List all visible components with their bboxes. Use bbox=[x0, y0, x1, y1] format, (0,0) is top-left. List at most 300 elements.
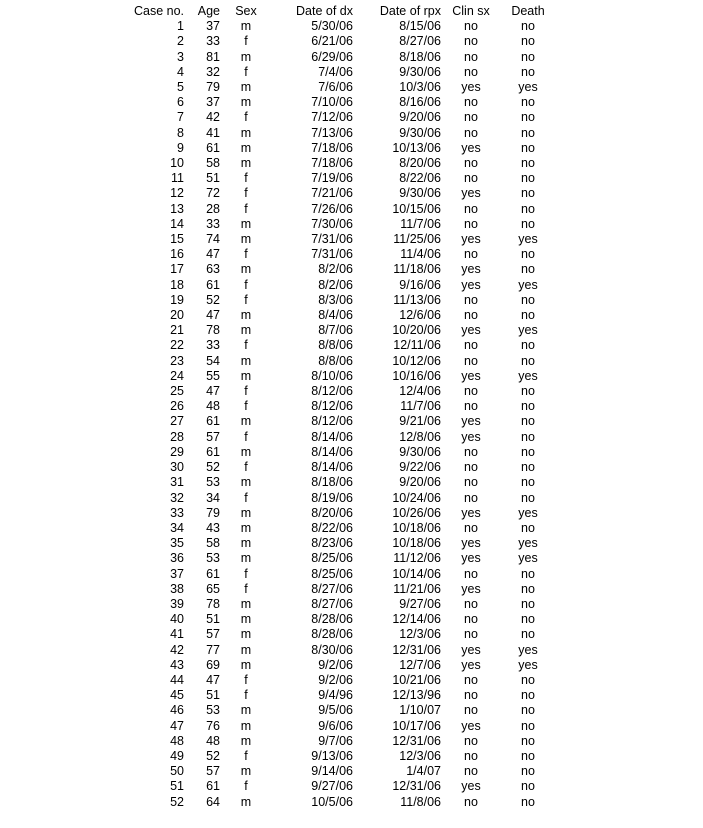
cell-death: no bbox=[521, 353, 535, 368]
cell-date-of-dx: 9/4/96 bbox=[318, 688, 353, 703]
cell-date-of-dx: 8/18/06 bbox=[311, 475, 353, 490]
cell-date-of-dx: 9/27/06 bbox=[311, 779, 353, 794]
table-row bbox=[0, 430, 555, 445]
cell-age: 48 bbox=[206, 399, 220, 414]
cell-date-of-dx: 8/23/06 bbox=[311, 536, 353, 551]
cell-case-no: 50 bbox=[170, 764, 184, 779]
cell-death: yes bbox=[518, 277, 538, 292]
cell-date-of-rpx: 8/15/06 bbox=[399, 19, 441, 34]
cell-sex: m bbox=[240, 444, 252, 459]
cell-clin-sx: no bbox=[464, 490, 478, 505]
cell-sex: m bbox=[240, 125, 252, 140]
cell-case-no: 19 bbox=[170, 292, 184, 307]
cell-date-of-dx: 8/14/06 bbox=[311, 444, 353, 459]
table-body bbox=[0, 19, 555, 810]
cell-date-of-dx: 10/5/06 bbox=[311, 794, 353, 809]
cell-sex: f bbox=[244, 672, 248, 687]
table-row bbox=[0, 110, 555, 125]
cell-date-of-rpx: 8/22/06 bbox=[399, 171, 441, 186]
cell-case-no: 45 bbox=[170, 688, 184, 703]
cell-sex: f bbox=[244, 688, 248, 703]
cell-date-of-dx: 9/7/06 bbox=[318, 733, 353, 748]
cell-date-of-dx: 7/31/06 bbox=[311, 232, 353, 247]
cell-date-of-dx: 9/13/06 bbox=[311, 748, 353, 763]
cell-date-of-dx: 8/7/06 bbox=[318, 323, 353, 338]
cell-case-no: 12 bbox=[170, 186, 184, 201]
cell-clin-sx: no bbox=[464, 764, 478, 779]
cell-date-of-dx: 8/12/06 bbox=[311, 399, 353, 414]
cell-case-no: 31 bbox=[170, 475, 184, 490]
table-row bbox=[0, 50, 555, 65]
cell-case-no: 11 bbox=[171, 171, 184, 186]
cell-date-of-rpx: 12/13/96 bbox=[392, 688, 441, 703]
cell-age: 52 bbox=[206, 748, 220, 763]
cell-clin-sx: no bbox=[464, 384, 478, 399]
table-row bbox=[0, 171, 555, 186]
cell-date-of-rpx: 12/3/06 bbox=[399, 748, 441, 763]
cell-clin-sx: no bbox=[464, 247, 478, 262]
cell-clin-sx: yes bbox=[461, 368, 481, 383]
cell-clin-sx: yes bbox=[461, 262, 481, 277]
table-row bbox=[0, 414, 555, 429]
cell-death: no bbox=[521, 186, 535, 201]
cell-age: 52 bbox=[206, 292, 220, 307]
cell-clin-sx: no bbox=[464, 338, 478, 353]
cell-age: 74 bbox=[206, 232, 220, 247]
cell-date-of-rpx: 12/6/06 bbox=[399, 308, 441, 323]
cell-date-of-dx: 9/2/06 bbox=[318, 672, 353, 687]
table-row bbox=[0, 536, 555, 551]
table-row bbox=[0, 567, 555, 582]
cell-sex: m bbox=[240, 612, 252, 627]
cell-date-of-rpx: 11/4/06 bbox=[400, 247, 441, 262]
cell-date-of-rpx: 9/30/06 bbox=[399, 125, 441, 140]
cell-death: no bbox=[521, 703, 535, 718]
cell-clin-sx: yes bbox=[461, 657, 481, 672]
cell-date-of-dx: 7/6/06 bbox=[318, 80, 353, 95]
cell-date-of-dx: 8/25/06 bbox=[311, 566, 353, 581]
cell-age: 28 bbox=[206, 201, 220, 216]
header-clin-sx: Clin sx bbox=[452, 4, 490, 18]
cell-clin-sx: yes bbox=[461, 779, 481, 794]
cell-date-of-dx: 6/29/06 bbox=[311, 49, 353, 64]
cell-case-no: 52 bbox=[170, 794, 184, 809]
cell-date-of-rpx: 12/4/06 bbox=[399, 384, 441, 399]
cell-clin-sx: no bbox=[464, 399, 478, 414]
cell-case-no: 26 bbox=[170, 399, 184, 414]
cell-clin-sx: no bbox=[464, 292, 478, 307]
cell-clin-sx: yes bbox=[461, 551, 481, 566]
cell-date-of-dx: 8/10/06 bbox=[311, 368, 353, 383]
cell-case-no: 13 bbox=[170, 201, 184, 216]
cell-case-no: 30 bbox=[170, 460, 184, 475]
cell-date-of-rpx: 9/30/06 bbox=[399, 64, 441, 79]
cell-sex: m bbox=[240, 520, 252, 535]
cell-date-of-dx: 8/8/06 bbox=[318, 353, 353, 368]
cell-date-of-rpx: 9/20/06 bbox=[399, 110, 441, 125]
cell-clin-sx: yes bbox=[461, 186, 481, 201]
cell-date-of-rpx: 10/24/06 bbox=[392, 490, 441, 505]
cell-sex: m bbox=[240, 353, 252, 368]
cell-clin-sx: no bbox=[464, 110, 478, 125]
cell-clin-sx: no bbox=[464, 460, 478, 475]
cell-date-of-rpx: 12/31/06 bbox=[392, 779, 441, 794]
cell-case-no: 20 bbox=[170, 308, 184, 323]
cell-date-of-dx: 8/30/06 bbox=[311, 642, 353, 657]
table-row bbox=[0, 323, 555, 338]
cell-death: no bbox=[521, 19, 535, 34]
cell-sex: f bbox=[244, 186, 248, 201]
table-row bbox=[0, 749, 555, 764]
header-case-no: Case no. bbox=[133, 4, 184, 18]
case-data-table bbox=[0, 4, 555, 810]
table-row bbox=[0, 445, 555, 460]
cell-clin-sx: no bbox=[464, 49, 478, 64]
table-row bbox=[0, 202, 555, 217]
cell-death: no bbox=[521, 748, 535, 763]
cell-clin-sx: no bbox=[464, 171, 478, 186]
cell-clin-sx: yes bbox=[461, 429, 481, 444]
table-row bbox=[0, 399, 555, 414]
table-row bbox=[0, 65, 555, 80]
cell-date-of-rpx: 10/13/06 bbox=[392, 140, 441, 155]
cell-sex: m bbox=[240, 368, 252, 383]
cell-date-of-dx: 9/14/06 bbox=[311, 764, 353, 779]
table-row bbox=[0, 795, 555, 810]
cell-sex: m bbox=[240, 19, 252, 34]
cell-clin-sx: no bbox=[464, 733, 478, 748]
cell-age: 77 bbox=[206, 642, 220, 657]
cell-case-no: 2 bbox=[177, 34, 184, 49]
cell-date-of-dx: 9/6/06 bbox=[318, 718, 353, 733]
cell-death: no bbox=[521, 64, 535, 79]
cell-age: 76 bbox=[206, 718, 220, 733]
cell-death: no bbox=[521, 779, 535, 794]
cell-death: no bbox=[521, 216, 535, 231]
cell-sex: f bbox=[244, 110, 248, 125]
cell-age: 58 bbox=[206, 536, 220, 551]
cell-age: 47 bbox=[206, 384, 220, 399]
cell-clin-sx: yes bbox=[461, 642, 481, 657]
table-row bbox=[0, 688, 555, 703]
cell-date-of-rpx: 9/30/06 bbox=[399, 444, 441, 459]
cell-date-of-rpx: 8/27/06 bbox=[399, 34, 441, 49]
cell-clin-sx: no bbox=[464, 156, 478, 171]
cell-sex: m bbox=[240, 642, 252, 657]
cell-age: 57 bbox=[206, 627, 220, 642]
cell-date-of-rpx: 9/20/06 bbox=[399, 475, 441, 490]
cell-case-no: 10 bbox=[170, 156, 184, 171]
cell-case-no: 38 bbox=[170, 581, 184, 596]
cell-sex: f bbox=[244, 64, 248, 79]
cell-date-of-dx: 8/22/06 bbox=[311, 520, 353, 535]
cell-case-no: 36 bbox=[170, 551, 184, 566]
cell-date-of-dx: 8/19/06 bbox=[311, 490, 353, 505]
cell-date-of-dx: 7/21/06 bbox=[311, 186, 353, 201]
cell-clin-sx: no bbox=[464, 34, 478, 49]
cell-date-of-rpx: 9/21/06 bbox=[399, 414, 441, 429]
cell-date-of-rpx: 12/31/06 bbox=[392, 733, 441, 748]
table-row bbox=[0, 627, 555, 642]
table-row bbox=[0, 779, 555, 794]
cell-date-of-dx: 8/8/06 bbox=[318, 338, 353, 353]
cell-clin-sx: yes bbox=[461, 232, 481, 247]
cell-clin-sx: yes bbox=[461, 581, 481, 596]
cell-date-of-dx: 7/4/06 bbox=[318, 64, 353, 79]
table-row bbox=[0, 232, 555, 247]
cell-age: 79 bbox=[206, 80, 220, 95]
cell-sex: m bbox=[240, 232, 252, 247]
cell-case-no: 4 bbox=[177, 64, 184, 79]
cell-date-of-rpx: 10/17/06 bbox=[392, 718, 441, 733]
cell-date-of-rpx: 10/26/06 bbox=[392, 505, 441, 520]
table-row bbox=[0, 217, 555, 232]
cell-date-of-rpx: 11/25/06 bbox=[393, 232, 441, 247]
cell-case-no: 39 bbox=[170, 596, 184, 611]
cell-age: 61 bbox=[206, 140, 220, 155]
cell-sex: m bbox=[240, 657, 252, 672]
cell-clin-sx: no bbox=[464, 627, 478, 642]
table-row bbox=[0, 338, 555, 353]
cell-clin-sx: no bbox=[464, 688, 478, 703]
table-row bbox=[0, 597, 555, 612]
cell-case-no: 21 bbox=[170, 323, 184, 338]
cell-clin-sx: no bbox=[464, 566, 478, 581]
cell-date-of-rpx: 12/14/06 bbox=[392, 612, 441, 627]
cell-date-of-dx: 8/25/06 bbox=[311, 551, 353, 566]
table-row bbox=[0, 475, 555, 490]
cell-age: 78 bbox=[206, 323, 220, 338]
cell-death: yes bbox=[518, 505, 538, 520]
table-row bbox=[0, 156, 555, 171]
cell-clin-sx: no bbox=[464, 748, 478, 763]
cell-case-no: 14 bbox=[170, 216, 184, 231]
cell-case-no: 49 bbox=[170, 748, 184, 763]
cell-sex: m bbox=[240, 323, 252, 338]
cell-sex: m bbox=[240, 505, 252, 520]
cell-case-no: 15 bbox=[170, 232, 184, 247]
cell-clin-sx: yes bbox=[461, 277, 481, 292]
cell-date-of-dx: 7/26/06 bbox=[311, 201, 353, 216]
cell-death: no bbox=[521, 262, 535, 277]
cell-date-of-rpx: 1/10/07 bbox=[399, 703, 441, 718]
table-row bbox=[0, 308, 555, 323]
cell-date-of-dx: 8/28/06 bbox=[311, 612, 353, 627]
cell-age: 58 bbox=[206, 156, 220, 171]
cell-date-of-rpx: 10/21/06 bbox=[392, 672, 441, 687]
cell-sex: m bbox=[240, 80, 252, 95]
table-row bbox=[0, 551, 555, 566]
table-row bbox=[0, 95, 555, 110]
cell-date-of-rpx: 12/11/06 bbox=[393, 338, 441, 353]
cell-date-of-rpx: 10/15/06 bbox=[392, 201, 441, 216]
cell-case-no: 16 bbox=[170, 247, 184, 262]
cell-date-of-rpx: 10/3/06 bbox=[399, 80, 441, 95]
table-row bbox=[0, 612, 555, 627]
cell-sex: f bbox=[244, 566, 248, 581]
cell-case-no: 1 bbox=[177, 19, 184, 34]
cell-clin-sx: yes bbox=[461, 80, 481, 95]
cell-age: 48 bbox=[206, 733, 220, 748]
cell-date-of-dx: 8/27/06 bbox=[311, 596, 353, 611]
cell-date-of-rpx: 10/20/06 bbox=[392, 323, 441, 338]
cell-death: no bbox=[521, 125, 535, 140]
cell-clin-sx: no bbox=[464, 308, 478, 323]
cell-sex: f bbox=[244, 171, 248, 186]
cell-date-of-dx: 8/2/06 bbox=[318, 277, 353, 292]
cell-case-no: 48 bbox=[170, 733, 184, 748]
table-row bbox=[0, 460, 555, 475]
cell-age: 81 bbox=[206, 49, 220, 64]
cell-death: no bbox=[521, 338, 535, 353]
cell-sex: m bbox=[240, 95, 252, 110]
cell-sex: m bbox=[240, 718, 252, 733]
cell-case-no: 43 bbox=[170, 657, 184, 672]
cell-death: yes bbox=[518, 80, 538, 95]
cell-death: no bbox=[521, 672, 535, 687]
cell-clin-sx: yes bbox=[461, 323, 481, 338]
cell-sex: f bbox=[244, 292, 248, 307]
cell-death: no bbox=[521, 627, 535, 642]
cell-age: 54 bbox=[206, 353, 220, 368]
cell-date-of-rpx: 10/14/06 bbox=[392, 566, 441, 581]
cell-sex: f bbox=[244, 384, 248, 399]
cell-age: 57 bbox=[206, 429, 220, 444]
cell-clin-sx: no bbox=[464, 612, 478, 627]
cell-date-of-rpx: 11/7/06 bbox=[400, 399, 441, 414]
cell-age: 61 bbox=[206, 566, 220, 581]
cell-death: no bbox=[521, 764, 535, 779]
cell-death: no bbox=[521, 399, 535, 414]
cell-death: no bbox=[521, 733, 535, 748]
cell-death: no bbox=[521, 581, 535, 596]
cell-clin-sx: no bbox=[464, 64, 478, 79]
table-row bbox=[0, 293, 555, 308]
cell-death: no bbox=[521, 794, 535, 809]
cell-case-no: 42 bbox=[170, 642, 184, 657]
cell-date-of-dx: 8/12/06 bbox=[311, 384, 353, 399]
cell-death: yes bbox=[518, 642, 538, 657]
table-row bbox=[0, 369, 555, 384]
cell-death: yes bbox=[518, 368, 538, 383]
table-row bbox=[0, 278, 555, 293]
cell-clin-sx: yes bbox=[461, 505, 481, 520]
cell-death: no bbox=[521, 308, 535, 323]
cell-date-of-dx: 8/27/06 bbox=[311, 581, 353, 596]
cell-age: 53 bbox=[206, 475, 220, 490]
cell-death: no bbox=[521, 171, 535, 186]
cell-death: yes bbox=[518, 232, 538, 247]
cell-death: no bbox=[521, 688, 535, 703]
cell-date-of-rpx: 12/31/06 bbox=[392, 642, 441, 657]
table-row bbox=[0, 521, 555, 536]
cell-sex: m bbox=[240, 551, 252, 566]
cell-sex: f bbox=[244, 201, 248, 216]
cell-age: 63 bbox=[206, 262, 220, 277]
cell-death: no bbox=[521, 490, 535, 505]
cell-date-of-dx: 7/13/06 bbox=[311, 125, 353, 140]
cell-death: no bbox=[521, 34, 535, 49]
cell-case-no: 29 bbox=[170, 444, 184, 459]
cell-date-of-dx: 7/30/06 bbox=[311, 216, 353, 231]
cell-death: no bbox=[521, 140, 535, 155]
cell-age: 51 bbox=[206, 688, 220, 703]
cell-sex: f bbox=[244, 460, 248, 475]
table-row bbox=[0, 384, 555, 399]
cell-date-of-dx: 8/14/06 bbox=[311, 429, 353, 444]
cell-death: no bbox=[521, 718, 535, 733]
cell-sex: m bbox=[240, 627, 252, 642]
cell-date-of-rpx: 11/18/06 bbox=[393, 262, 441, 277]
header-sex: Sex bbox=[235, 4, 257, 18]
cell-sex: m bbox=[240, 308, 252, 323]
header-row bbox=[0, 4, 555, 19]
cell-date-of-rpx: 8/20/06 bbox=[399, 156, 441, 171]
cell-age: 61 bbox=[206, 277, 220, 292]
cell-age: 64 bbox=[206, 794, 220, 809]
cell-death: yes bbox=[518, 536, 538, 551]
cell-clin-sx: no bbox=[464, 444, 478, 459]
cell-date-of-dx: 8/12/06 bbox=[311, 414, 353, 429]
cell-clin-sx: no bbox=[464, 596, 478, 611]
header-date-of-dx: Date of dx bbox=[296, 4, 353, 18]
cell-sex: m bbox=[240, 536, 252, 551]
cell-sex: f bbox=[244, 34, 248, 49]
cell-date-of-rpx: 11/21/06 bbox=[393, 581, 441, 596]
cell-date-of-dx: 8/14/06 bbox=[311, 460, 353, 475]
cell-sex: f bbox=[244, 748, 248, 763]
cell-date-of-dx: 7/12/06 bbox=[311, 110, 353, 125]
table-row bbox=[0, 673, 555, 688]
table-row bbox=[0, 658, 555, 673]
header-death: Death bbox=[511, 4, 545, 18]
cell-death: no bbox=[521, 95, 535, 110]
cell-clin-sx: no bbox=[464, 125, 478, 140]
cell-sex: m bbox=[240, 262, 252, 277]
cell-case-no: 37 bbox=[170, 566, 184, 581]
cell-date-of-dx: 8/20/06 bbox=[311, 505, 353, 520]
cell-death: no bbox=[521, 247, 535, 262]
table-row bbox=[0, 703, 555, 718]
cell-case-no: 7 bbox=[177, 110, 184, 125]
cell-death: no bbox=[521, 475, 535, 490]
cell-date-of-rpx: 9/16/06 bbox=[399, 277, 441, 292]
cell-date-of-rpx: 10/12/06 bbox=[392, 353, 441, 368]
cell-clin-sx: yes bbox=[461, 718, 481, 733]
cell-case-no: 17 bbox=[170, 262, 184, 277]
cell-clin-sx: no bbox=[464, 201, 478, 216]
cell-age: 53 bbox=[206, 703, 220, 718]
cell-date-of-dx: 7/10/06 bbox=[311, 95, 353, 110]
cell-age: 47 bbox=[206, 308, 220, 323]
cell-date-of-dx: 8/28/06 bbox=[311, 627, 353, 642]
cell-age: 41 bbox=[206, 125, 220, 140]
cell-sex: f bbox=[244, 247, 248, 262]
table-row bbox=[0, 186, 555, 201]
cell-case-no: 9 bbox=[177, 140, 184, 155]
cell-death: yes bbox=[518, 551, 538, 566]
cell-case-no: 33 bbox=[170, 505, 184, 520]
cell-death: no bbox=[521, 444, 535, 459]
cell-death: no bbox=[521, 414, 535, 429]
cell-case-no: 51 bbox=[170, 779, 184, 794]
cell-date-of-rpx: 9/30/06 bbox=[399, 186, 441, 201]
cell-age: 42 bbox=[206, 110, 220, 125]
cell-sex: m bbox=[240, 49, 252, 64]
cell-date-of-rpx: 10/18/06 bbox=[392, 520, 441, 535]
cell-date-of-dx: 5/30/06 bbox=[311, 19, 353, 34]
cell-death: no bbox=[521, 520, 535, 535]
